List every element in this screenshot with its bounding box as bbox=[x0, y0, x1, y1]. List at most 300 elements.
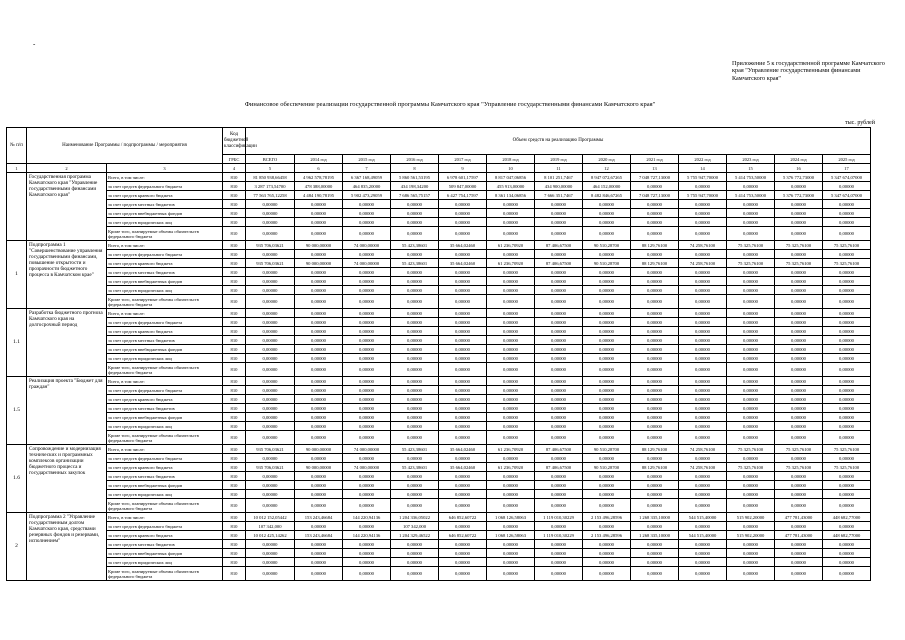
table-row bbox=[7, 268, 871, 277]
year-value: 0,00000 bbox=[727, 182, 775, 191]
grbs-code: 810 bbox=[223, 259, 246, 268]
total-value: 3 287 173,54700 bbox=[246, 182, 295, 191]
page-mark: - bbox=[33, 40, 36, 48]
year-value: 1 119 010,30229 bbox=[535, 531, 583, 540]
year-value: 0,00000 bbox=[535, 200, 583, 209]
column-index-cell: 13 bbox=[631, 164, 679, 173]
year-value: 90 510,28700 bbox=[583, 241, 631, 250]
year-value: 0,00000 bbox=[583, 490, 631, 499]
year-value: 0,00000 bbox=[631, 377, 679, 386]
year-value: 0,00000 bbox=[295, 354, 343, 363]
year-value: 0,00000 bbox=[583, 318, 631, 327]
funding-source: за счет средств федерального бюджета bbox=[107, 318, 223, 327]
year-value: 0,00000 bbox=[679, 277, 727, 286]
grbs-code: 810 bbox=[223, 200, 246, 209]
table-row bbox=[7, 250, 871, 259]
total-value: 0,00000 bbox=[246, 422, 295, 431]
year-value: 0,00000 bbox=[535, 318, 583, 327]
total-value: 935 706,03621 bbox=[246, 445, 295, 454]
year-value: 0,00000 bbox=[823, 558, 871, 567]
year-value: 0,00000 bbox=[487, 395, 535, 404]
year-value: 434 900,00000 bbox=[535, 182, 583, 191]
col-no-header: № п/п bbox=[7, 128, 27, 164]
year-value: 55 423,38601 bbox=[391, 463, 439, 472]
year-value: 0,00000 bbox=[583, 363, 631, 377]
year-value: 0,00000 bbox=[775, 218, 823, 227]
year-value: 0,00000 bbox=[631, 200, 679, 209]
year-value: 87 406,67500 bbox=[535, 241, 583, 250]
year-value: 61 236,70920 bbox=[487, 241, 535, 250]
year-value: 0,00000 bbox=[823, 472, 871, 481]
year-value: 0,00000 bbox=[439, 549, 487, 558]
year-value: 0,00000 bbox=[823, 540, 871, 549]
year-value: 0,00000 bbox=[391, 404, 439, 413]
total-value: 0,00000 bbox=[246, 318, 295, 327]
total-value: 0,00000 bbox=[246, 540, 295, 549]
table-row bbox=[7, 490, 871, 499]
year-value: 0,00000 bbox=[439, 395, 487, 404]
grbs-code: 810 bbox=[223, 327, 246, 336]
year-value: 74 000,00000 bbox=[343, 241, 391, 250]
total-value: 81 850 938,66458 bbox=[246, 173, 295, 182]
year-value: 0,00000 bbox=[727, 200, 775, 209]
year-value: 0,00000 bbox=[343, 268, 391, 277]
year-value: 0,00000 bbox=[823, 567, 871, 581]
year-header: 2015 год bbox=[343, 155, 391, 164]
year-value: 0,00000 bbox=[487, 218, 535, 227]
year-header: 2017 год bbox=[439, 155, 487, 164]
funding-source: Всего, в том числе: bbox=[107, 309, 223, 318]
year-value: 0,00000 bbox=[727, 309, 775, 318]
year-value: 0,00000 bbox=[487, 268, 535, 277]
year-value: 0,00000 bbox=[823, 218, 871, 227]
year-value: 0,00000 bbox=[343, 345, 391, 354]
year-value: 0,00000 bbox=[583, 345, 631, 354]
funding-source: за счет средств местных бюджетов bbox=[107, 200, 223, 209]
year-value: 0,00000 bbox=[439, 472, 487, 481]
year-value: 0,00000 bbox=[343, 286, 391, 295]
year-value: 0,00000 bbox=[391, 200, 439, 209]
total-value: 0,00000 bbox=[246, 395, 295, 404]
year-value: 0,00000 bbox=[295, 558, 343, 567]
year-value: 0,00000 bbox=[679, 386, 727, 395]
grbs-code: 810 bbox=[223, 431, 246, 445]
table-row bbox=[7, 209, 871, 218]
year-value: 0,00000 bbox=[775, 386, 823, 395]
year-value: 75 325,76100 bbox=[727, 463, 775, 472]
year-value: 0,00000 bbox=[583, 395, 631, 404]
table-row bbox=[7, 363, 871, 377]
year-value: 0,00000 bbox=[775, 404, 823, 413]
funding-source: за счет средств юридических лиц bbox=[107, 354, 223, 363]
year-value: 0,00000 bbox=[631, 481, 679, 490]
table-row bbox=[7, 413, 871, 422]
total-value: 935 706,03621 bbox=[246, 259, 295, 268]
year-value: 477 781,43000 bbox=[775, 531, 823, 540]
year-value: 90 510,28700 bbox=[583, 463, 631, 472]
year-value: 0,00000 bbox=[679, 499, 727, 513]
year-value: 0,00000 bbox=[727, 422, 775, 431]
year-value: 0,00000 bbox=[727, 395, 775, 404]
year-value: 0,00000 bbox=[343, 422, 391, 431]
funding-source: за счет средств краевого бюджета bbox=[107, 395, 223, 404]
year-value: 0,00000 bbox=[775, 277, 823, 286]
year-value: 8 817 047,06856 bbox=[487, 173, 535, 182]
year-value: 0,00000 bbox=[775, 413, 823, 422]
table-row bbox=[7, 173, 871, 182]
year-value: 0,00000 bbox=[631, 250, 679, 259]
funding-source: за счет средств краевого бюджета bbox=[107, 259, 223, 268]
col-code-header: Код бюджетной классификации bbox=[223, 128, 246, 155]
year-value: 0,00000 bbox=[343, 540, 391, 549]
year-value: 544 515,40000 bbox=[679, 513, 727, 522]
year-value: 0,00000 bbox=[391, 431, 439, 445]
year-value: 0,00000 bbox=[535, 499, 583, 513]
col-grbs-header: ГРБС bbox=[223, 155, 246, 164]
year-value: 0,00000 bbox=[679, 268, 727, 277]
year-value: 0,00000 bbox=[727, 499, 775, 513]
table-header-row bbox=[7, 128, 871, 155]
table-row bbox=[7, 286, 871, 295]
year-value: 0,00000 bbox=[631, 499, 679, 513]
total-value: 0,00000 bbox=[246, 227, 295, 241]
year-value: 0,00000 bbox=[727, 490, 775, 499]
year-value: 0,00000 bbox=[775, 540, 823, 549]
year-value: 0,00000 bbox=[727, 431, 775, 445]
year-header: 2016 год bbox=[391, 155, 439, 164]
column-index-cell: 8 bbox=[391, 164, 439, 173]
column-index-cell: 1 bbox=[7, 164, 27, 173]
funding-source: Кроме того, планируемые объемы обязательств федерального бюджета bbox=[107, 227, 223, 241]
total-value: 0,00000 bbox=[246, 336, 295, 345]
year-value: 0,00000 bbox=[775, 227, 823, 241]
row-number: 1.6 bbox=[7, 445, 27, 513]
year-value: 0,00000 bbox=[823, 309, 871, 318]
table-row bbox=[7, 567, 871, 581]
year-value: 0,00000 bbox=[439, 377, 487, 386]
year-value: 0,00000 bbox=[679, 182, 727, 191]
grbs-code: 810 bbox=[223, 463, 246, 472]
funding-source: за счет средств юридических лиц bbox=[107, 558, 223, 567]
year-value: 0,00000 bbox=[679, 345, 727, 354]
table-row bbox=[7, 386, 871, 395]
year-value: 0,00000 bbox=[823, 422, 871, 431]
year-value: 0,00000 bbox=[679, 218, 727, 227]
year-value: 0,00000 bbox=[727, 209, 775, 218]
total-value: 0,00000 bbox=[246, 490, 295, 499]
year-value: 0,00000 bbox=[727, 413, 775, 422]
year-value: 0,00000 bbox=[343, 277, 391, 286]
year-value: 0,00000 bbox=[487, 345, 535, 354]
year-value: 0,00000 bbox=[487, 431, 535, 445]
funding-source: за счет средств юридических лиц bbox=[107, 422, 223, 431]
funding-source: за счет средств внебюджетных фондов bbox=[107, 209, 223, 218]
year-value: 0,00000 bbox=[487, 404, 535, 413]
year-value: 0,00000 bbox=[487, 309, 535, 318]
year-value: 0,00000 bbox=[391, 567, 439, 581]
table-row bbox=[7, 499, 871, 513]
column-index-cell: 7 bbox=[343, 164, 391, 173]
year-value: 0,00000 bbox=[535, 481, 583, 490]
year-value: 0,00000 bbox=[343, 336, 391, 345]
year-value: 0,00000 bbox=[823, 413, 871, 422]
column-index-row bbox=[7, 164, 871, 173]
year-value: 0,00000 bbox=[823, 336, 871, 345]
table-row bbox=[7, 191, 871, 200]
year-value: 87 406,67500 bbox=[535, 445, 583, 454]
year-value: 0,00000 bbox=[391, 558, 439, 567]
year-value: 144 220,94136 bbox=[343, 531, 391, 540]
year-value: 0,00000 bbox=[631, 413, 679, 422]
year-value: 646 852,60722 bbox=[439, 513, 487, 522]
year-value: 0,00000 bbox=[823, 250, 871, 259]
year-value: 0,00000 bbox=[535, 327, 583, 336]
year-value: 0,00000 bbox=[391, 318, 439, 327]
year-value: 0,00000 bbox=[679, 336, 727, 345]
year-value: 646 852,60722 bbox=[439, 531, 487, 540]
year-value: 0,00000 bbox=[727, 218, 775, 227]
year-value: 0,00000 bbox=[583, 499, 631, 513]
year-header: 2025 год bbox=[823, 155, 871, 164]
year-value: 0,00000 bbox=[727, 318, 775, 327]
table-row bbox=[7, 218, 871, 227]
year-value: 0,00000 bbox=[343, 386, 391, 395]
column-index-cell: 11 bbox=[535, 164, 583, 173]
year-value: 0,00000 bbox=[727, 286, 775, 295]
year-value: 0,00000 bbox=[391, 472, 439, 481]
year-value: 35 664,02460 bbox=[439, 463, 487, 472]
year-value: 0,00000 bbox=[823, 549, 871, 558]
year-value: 0,00000 bbox=[775, 182, 823, 191]
total-value: 935 706,03621 bbox=[246, 241, 295, 250]
year-value: 0,00000 bbox=[583, 377, 631, 386]
funding-source: Кроме того, планируемые объемы обязательств федерального бюджета bbox=[107, 499, 223, 513]
year-value: 0,00000 bbox=[583, 404, 631, 413]
funding-source: за счет средств краевого бюджета bbox=[107, 463, 223, 472]
year-value: 0,00000 bbox=[295, 327, 343, 336]
table-row bbox=[7, 241, 871, 250]
table-row bbox=[7, 422, 871, 431]
grbs-code: 810 bbox=[223, 490, 246, 499]
year-value: 0,00000 bbox=[391, 268, 439, 277]
table-row bbox=[7, 277, 871, 286]
year-value: 0,00000 bbox=[631, 336, 679, 345]
column-index-cell: 2 bbox=[27, 164, 107, 173]
year-value: 0,00000 bbox=[631, 218, 679, 227]
year-value: 5 376 772,73000 bbox=[775, 173, 823, 182]
year-value: 35 664,02460 bbox=[439, 445, 487, 454]
year-value: 0,00000 bbox=[343, 481, 391, 490]
funding-source: Всего, в том числе: bbox=[107, 377, 223, 386]
year-value: 0,00000 bbox=[295, 227, 343, 241]
year-value: 0,00000 bbox=[343, 490, 391, 499]
year-value: 0,00000 bbox=[487, 499, 535, 513]
funding-source: Всего, в том числе: bbox=[107, 513, 223, 522]
year-value: 0,00000 bbox=[391, 209, 439, 218]
total-value: 0,00000 bbox=[246, 268, 295, 277]
year-value: 0,00000 bbox=[583, 200, 631, 209]
total-value: 0,00000 bbox=[246, 327, 295, 336]
grbs-code: 810 bbox=[223, 250, 246, 259]
year-value: 0,00000 bbox=[583, 522, 631, 531]
table-row bbox=[7, 522, 871, 531]
year-value: 464 152,00000 bbox=[583, 182, 631, 191]
year-value: 153 243,46684 bbox=[295, 513, 343, 522]
year-value: 0,00000 bbox=[775, 363, 823, 377]
year-value: 0,00000 bbox=[823, 277, 871, 286]
year-value: 0,00000 bbox=[487, 209, 535, 218]
year-value: 0,00000 bbox=[679, 472, 727, 481]
year-value: 0,00000 bbox=[823, 431, 871, 445]
row-number bbox=[7, 173, 27, 241]
document-title: Финансовое обеспечение реализации государственной программы Камчатского края "Управление государственными финансами Камчатского края" bbox=[244, 101, 656, 108]
total-value: 10 012 425,14262 bbox=[246, 531, 295, 540]
year-value: 74 000,00000 bbox=[343, 259, 391, 268]
funding-source: за счет средств внебюджетных фондов bbox=[107, 549, 223, 558]
year-value: 0,00000 bbox=[775, 549, 823, 558]
year-value: 0,00000 bbox=[439, 309, 487, 318]
funding-source: Кроме того, планируемые объемы обязательств федерального бюджета bbox=[107, 431, 223, 445]
year-value: 455 913,00000 bbox=[487, 182, 535, 191]
year-value: 0,00000 bbox=[727, 277, 775, 286]
year-value: 0,00000 bbox=[439, 345, 487, 354]
grbs-code: 810 bbox=[223, 445, 246, 454]
grbs-code: 810 bbox=[223, 241, 246, 250]
year-value: 5 376 772,73000 bbox=[775, 191, 823, 200]
total-value: 935 706,03621 bbox=[246, 463, 295, 472]
col-total-header: ВСЕГО bbox=[246, 155, 295, 164]
table-row bbox=[7, 395, 871, 404]
funding-source: за счет средств внебюджетных фондов bbox=[107, 481, 223, 490]
year-value: 0,00000 bbox=[343, 499, 391, 513]
year-value: 0,00000 bbox=[631, 363, 679, 377]
year-value: 0,00000 bbox=[487, 277, 535, 286]
year-value: 0,00000 bbox=[391, 327, 439, 336]
year-value: 0,00000 bbox=[295, 404, 343, 413]
year-value: 35 664,02460 bbox=[439, 241, 487, 250]
year-value: 0,00000 bbox=[295, 499, 343, 513]
year-value: 0,00000 bbox=[583, 336, 631, 345]
grbs-code: 810 bbox=[223, 173, 246, 182]
year-header: 2024 год bbox=[775, 155, 823, 164]
column-index-cell: 9 bbox=[439, 164, 487, 173]
year-value: 0,00000 bbox=[295, 567, 343, 581]
year-value: 0,00000 bbox=[775, 309, 823, 318]
year-value: 61 236,70920 bbox=[487, 463, 535, 472]
year-value: 0,00000 bbox=[823, 227, 871, 241]
total-value: 0,00000 bbox=[246, 363, 295, 377]
year-value: 153 243,46684 bbox=[295, 531, 343, 540]
year-value: 74 258,76100 bbox=[679, 445, 727, 454]
year-value: 0,00000 bbox=[439, 327, 487, 336]
row-number: 2 bbox=[7, 513, 27, 581]
funding-table bbox=[6, 127, 871, 581]
year-value: 0,00000 bbox=[583, 567, 631, 581]
column-index-cell: 6 bbox=[295, 164, 343, 173]
year-value: 0,00000 bbox=[295, 318, 343, 327]
year-value: 0,00000 bbox=[439, 481, 487, 490]
year-value: 0,00000 bbox=[727, 345, 775, 354]
year-value: 0,00000 bbox=[823, 363, 871, 377]
year-value: 0,00000 bbox=[775, 354, 823, 363]
year-value: 0,00000 bbox=[775, 268, 823, 277]
year-value: 0,00000 bbox=[823, 286, 871, 295]
grbs-code: 810 bbox=[223, 481, 246, 490]
year-value: 0,00000 bbox=[727, 386, 775, 395]
year-value: 0,00000 bbox=[295, 413, 343, 422]
year-value: 0,00000 bbox=[631, 295, 679, 309]
grbs-code: 810 bbox=[223, 227, 246, 241]
funding-source: за счет средств федерального бюджета bbox=[107, 454, 223, 463]
year-value: 1 204 329,46522 bbox=[391, 531, 439, 540]
year-value: 61 236,70920 bbox=[487, 259, 535, 268]
year-value: 0,00000 bbox=[439, 558, 487, 567]
total-value: 0,00000 bbox=[246, 209, 295, 218]
year-value: 0,00000 bbox=[343, 431, 391, 445]
year-value: 0,00000 bbox=[487, 522, 535, 531]
year-value: 0,00000 bbox=[631, 395, 679, 404]
year-value: 0,00000 bbox=[727, 250, 775, 259]
grbs-code: 810 bbox=[223, 454, 246, 463]
funding-source: за счет средств местных бюджетов bbox=[107, 404, 223, 413]
year-value: 90 000,00000 bbox=[295, 445, 343, 454]
year-value: 5 347 674,07000 bbox=[823, 173, 871, 182]
year-value: 0,00000 bbox=[487, 454, 535, 463]
year-value: 0,00000 bbox=[679, 454, 727, 463]
units-label: тыс. рублей bbox=[845, 120, 875, 126]
year-value: 0,00000 bbox=[343, 250, 391, 259]
table-row bbox=[7, 295, 871, 309]
year-value: 0,00000 bbox=[535, 422, 583, 431]
year-value: 0,00000 bbox=[823, 404, 871, 413]
table-row bbox=[7, 431, 871, 445]
year-value: 2 153 496,28596 bbox=[583, 531, 631, 540]
year-value: 8 101 251,7467 bbox=[535, 173, 583, 182]
year-value: 0,00000 bbox=[823, 454, 871, 463]
year-value: 0,00000 bbox=[679, 327, 727, 336]
year-value: 0,00000 bbox=[295, 295, 343, 309]
year-value: 0,00000 bbox=[727, 363, 775, 377]
year-value: 464 835,20000 bbox=[343, 182, 391, 191]
year-value: 7 048 727,13000 bbox=[631, 191, 679, 200]
funding-source: за счет средств местных бюджетов bbox=[107, 336, 223, 345]
column-index-cell: 3 bbox=[107, 164, 223, 173]
table-row bbox=[7, 259, 871, 268]
year-value: 0,00000 bbox=[679, 250, 727, 259]
year-value: 74 000,00000 bbox=[343, 445, 391, 454]
year-value: 0,00000 bbox=[343, 558, 391, 567]
total-value: 0,00000 bbox=[246, 431, 295, 445]
year-value: 0,00000 bbox=[535, 218, 583, 227]
year-value: 0,00000 bbox=[535, 209, 583, 218]
grbs-code: 810 bbox=[223, 531, 246, 540]
grbs-code: 810 bbox=[223, 567, 246, 581]
year-value: 0,00000 bbox=[583, 218, 631, 227]
year-value: 75 325,76100 bbox=[727, 241, 775, 250]
year-value: 0,00000 bbox=[295, 218, 343, 227]
year-value: 0,00000 bbox=[583, 268, 631, 277]
grbs-code: 810 bbox=[223, 354, 246, 363]
year-value: 478 388,00000 bbox=[295, 182, 343, 191]
year-value: 0,00000 bbox=[583, 422, 631, 431]
year-value: 5 414 753,50000 bbox=[727, 173, 775, 182]
year-value: 0,00000 bbox=[439, 567, 487, 581]
table-row bbox=[7, 445, 871, 454]
funding-source: за счет средств федерального бюджета bbox=[107, 250, 223, 259]
year-value: 0,00000 bbox=[343, 209, 391, 218]
column-index-cell: 5 bbox=[246, 164, 295, 173]
funding-source: за счет средств федерального бюджета bbox=[107, 522, 223, 531]
